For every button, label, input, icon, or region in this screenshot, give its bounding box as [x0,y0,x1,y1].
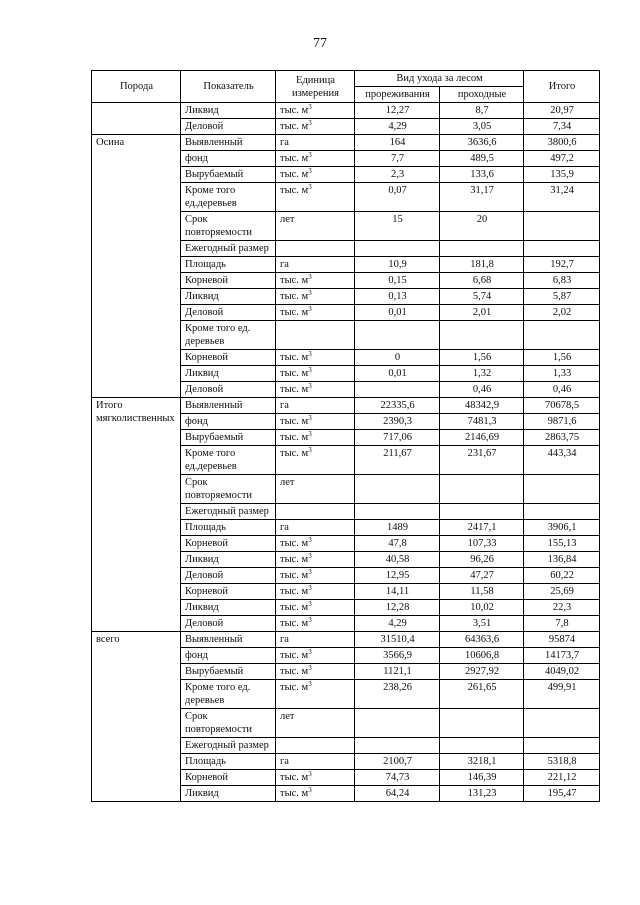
unit-exponent: 3 [308,770,312,778]
header-thinning: прореживания [355,87,440,103]
unit-text: га [280,634,289,645]
unit-cell [276,289,355,305]
indicator-cell: фонд [181,151,276,167]
passing-value-cell: 3636,6 [440,135,524,151]
unit-cell [276,536,355,552]
passing-value-cell: 6,68 [440,273,524,289]
thinning-value-cell: 74,73 [355,770,440,786]
thinning-value-cell: 31510,4 [355,632,440,648]
unit-text: тыс. м [280,368,309,379]
thinning-value-cell: 40,58 [355,552,440,568]
table-header [92,71,600,103]
indicator-cell: Ежегодный размер [181,241,276,257]
indicator-cell: Выявленный [181,632,276,648]
header-row [92,71,600,87]
thinning-value-cell: 15 [355,212,440,241]
passing-value-cell: 181,8 [440,257,524,273]
unit-text: тыс. м [280,650,309,661]
indicator-cell: фонд [181,414,276,430]
unit-exponent: 3 [308,183,312,191]
indicator-cell: Деловой [181,616,276,632]
unit-cell [276,520,355,536]
table-row [92,632,600,648]
unit-text: тыс. м [280,666,309,677]
unit-text: тыс. м [280,352,309,363]
header-indicator: Показатель [181,71,276,103]
passing-value-cell: 107,33 [440,536,524,552]
passing-value-cell: 48342,9 [440,398,524,414]
unit-exponent: 3 [308,536,312,544]
header-unit: Единица измерения [276,71,355,103]
unit-text: тыс. м [280,416,309,427]
unit-cell [276,305,355,321]
unit-cell [276,366,355,382]
total-value-cell: 1,56 [524,350,600,366]
unit-cell [276,241,355,257]
indicator-cell: Корневой [181,273,276,289]
thinning-value-cell: 1121,1 [355,664,440,680]
unit-cell [276,321,355,350]
thinning-value-cell: 164 [355,135,440,151]
thinning-value-cell [355,504,440,520]
unit-exponent: 3 [308,786,312,794]
total-value-cell: 6,83 [524,273,600,289]
thinning-value-cell: 0,07 [355,183,440,212]
indicator-cell: Ежегодный размер [181,738,276,754]
unit-text: тыс. м [280,185,309,196]
total-value-cell: 31,24 [524,183,600,212]
unit-exponent: 3 [308,289,312,297]
total-value-cell: 221,12 [524,770,600,786]
indicator-cell: Кроме того ед.деревьев [181,183,276,212]
total-value-cell: 20,97 [524,103,600,119]
indicator-cell: Ликвид [181,600,276,616]
total-value-cell [524,475,600,504]
thinning-value-cell: 2,3 [355,167,440,183]
total-value-cell: 95874 [524,632,600,648]
unit-cell [276,770,355,786]
unit-cell [276,167,355,183]
total-value-cell: 2863,75 [524,430,600,446]
unit-cell [276,648,355,664]
unit-cell [276,350,355,366]
header-total: Итого [524,71,600,103]
unit-text: тыс. м [280,384,309,395]
indicator-cell: Корневой [181,584,276,600]
table-row [92,103,600,119]
unit-cell [276,183,355,212]
passing-value-cell: 2417,1 [440,520,524,536]
unit-exponent: 3 [308,446,312,454]
thinning-value-cell: 12,27 [355,103,440,119]
unit-exponent: 3 [308,568,312,576]
thinning-value-cell [355,475,440,504]
passing-value-cell: 10606,8 [440,648,524,664]
unit-cell [276,212,355,241]
unit-cell [276,568,355,584]
unit-exponent: 3 [308,616,312,624]
unit-cell [276,398,355,414]
thinning-value-cell [355,709,440,738]
unit-cell [276,273,355,289]
unit-text: тыс. м [280,105,309,116]
passing-value-cell: 3218,1 [440,754,524,770]
total-value-cell [524,321,600,350]
passing-value-cell: 5,74 [440,289,524,305]
unit-cell [276,151,355,167]
indicator-cell: Площадь [181,520,276,536]
unit-text: га [280,522,289,533]
indicator-cell: Выявленный [181,135,276,151]
total-value-cell: 70678,5 [524,398,600,414]
indicator-cell: Корневой [181,536,276,552]
thinning-value-cell: 12,28 [355,600,440,616]
indicator-cell: Выявленный [181,398,276,414]
total-value-cell: 25,69 [524,584,600,600]
unit-text: га [280,137,289,148]
thinning-value-cell: 0,15 [355,273,440,289]
thinning-value-cell: 4,29 [355,616,440,632]
indicator-cell: Корневой [181,770,276,786]
unit-exponent: 3 [308,167,312,175]
thinning-value-cell: 3566,9 [355,648,440,664]
unit-text: тыс. м [280,618,309,629]
total-value-cell: 7,34 [524,119,600,135]
thinning-value-cell: 238,26 [355,680,440,709]
indicator-cell: Площадь [181,754,276,770]
total-value-cell: 22,3 [524,600,600,616]
unit-exponent: 3 [308,382,312,390]
thinning-value-cell: 2100,7 [355,754,440,770]
page-number: 77 [313,36,327,51]
species-cell [92,103,181,135]
unit-text: тыс. м [280,291,309,302]
unit-cell [276,584,355,600]
thinning-value-cell: 1489 [355,520,440,536]
total-value-cell [524,241,600,257]
passing-value-cell: 146,39 [440,770,524,786]
header-care-type: Вид ухода за лесом [355,71,524,87]
unit-text: га [280,259,289,270]
table-body [92,103,600,802]
thinning-value-cell: 7,7 [355,151,440,167]
passing-value-cell [440,709,524,738]
total-value-cell: 1,33 [524,366,600,382]
passing-value-cell: 47,27 [440,568,524,584]
unit-text: тыс. м [280,538,309,549]
total-value-cell: 135,9 [524,167,600,183]
thinning-value-cell: 0,13 [355,289,440,305]
unit-exponent: 3 [308,552,312,560]
thinning-value-cell [355,382,440,398]
unit-exponent: 3 [308,103,312,111]
thinning-value-cell: 0,01 [355,305,440,321]
indicator-cell: Вырубаемый [181,167,276,183]
indicator-cell: Вырубаемый [181,664,276,680]
total-value-cell: 497,2 [524,151,600,167]
indicator-cell: Ликвид [181,552,276,568]
thinning-value-cell: 0,01 [355,366,440,382]
total-value-cell: 195,47 [524,786,600,802]
total-value-cell: 7,8 [524,616,600,632]
passing-value-cell: 31,17 [440,183,524,212]
unit-text: тыс. м [280,772,309,783]
unit-text: лет [280,214,295,225]
passing-value-cell [440,738,524,754]
unit-cell [276,632,355,648]
unit-cell [276,552,355,568]
total-value-cell: 0,46 [524,382,600,398]
unit-exponent: 3 [308,305,312,313]
passing-value-cell [440,475,524,504]
passing-value-cell: 2,01 [440,305,524,321]
thinning-value-cell: 47,8 [355,536,440,552]
passing-value-cell: 131,23 [440,786,524,802]
header-species: Порода [92,71,181,103]
unit-cell [276,754,355,770]
unit-text: тыс. м [280,554,309,565]
unit-text: лет [280,711,295,722]
thinning-value-cell: 211,67 [355,446,440,475]
unit-text: тыс. м [280,307,309,318]
unit-exponent: 3 [308,648,312,656]
unit-exponent: 3 [308,664,312,672]
total-value-cell: 3906,1 [524,520,600,536]
unit-text: тыс. м [280,275,309,286]
unit-exponent: 3 [308,680,312,688]
passing-value-cell: 3,05 [440,119,524,135]
unit-cell [276,680,355,709]
unit-exponent: 3 [308,119,312,127]
passing-value-cell: 489,5 [440,151,524,167]
thinning-value-cell [355,321,440,350]
unit-cell [276,664,355,680]
unit-text: тыс. м [280,602,309,613]
thinning-value-cell [355,738,440,754]
total-value-cell: 192,7 [524,257,600,273]
unit-text: лет [280,477,295,488]
indicator-cell: Срок повторяемости [181,475,276,504]
passing-value-cell [440,504,524,520]
passing-value-cell: 0,46 [440,382,524,398]
unit-exponent: 3 [308,584,312,592]
indicator-cell: Кроме того ед. деревьев [181,680,276,709]
indicator-cell: Кроме того ед.деревьев [181,446,276,475]
indicator-cell: Ликвид [181,786,276,802]
unit-cell [276,382,355,398]
total-value-cell: 3800,6 [524,135,600,151]
species-cell: всего [92,632,181,802]
passing-value-cell: 133,6 [440,167,524,183]
unit-text: тыс. м [280,788,309,799]
thinning-value-cell [355,241,440,257]
species-cell: Итого мягколиственных [92,398,181,632]
unit-cell [276,414,355,430]
indicator-cell: Корневой [181,350,276,366]
passing-value-cell: 3,51 [440,616,524,632]
passing-value-cell: 231,67 [440,446,524,475]
unit-cell [276,504,355,520]
passing-value-cell: 8,7 [440,103,524,119]
indicator-cell: Ликвид [181,289,276,305]
unit-text: га [280,400,289,411]
total-value-cell: 5318,8 [524,754,600,770]
total-value-cell: 2,02 [524,305,600,321]
forest-care-table [91,70,600,802]
total-value-cell: 5,87 [524,289,600,305]
passing-value-cell: 2927,92 [440,664,524,680]
unit-cell [276,446,355,475]
passing-value-cell: 1,56 [440,350,524,366]
passing-value-cell: 20 [440,212,524,241]
passing-value-cell: 1,32 [440,366,524,382]
unit-text: тыс. м [280,169,309,180]
indicator-cell: Вырубаемый [181,430,276,446]
table-row [92,398,600,414]
indicator-cell: Ликвид [181,103,276,119]
unit-cell [276,430,355,446]
thinning-value-cell: 22335,6 [355,398,440,414]
indicator-cell: Деловой [181,568,276,584]
passing-value-cell: 7481,3 [440,414,524,430]
unit-cell [276,738,355,754]
unit-text: тыс. м [280,432,309,443]
indicator-cell: Срок повторяемости [181,212,276,241]
species-cell: Осина [92,135,181,398]
passing-value-cell: 2146,69 [440,430,524,446]
passing-value-cell: 96,26 [440,552,524,568]
total-value-cell: 9871,6 [524,414,600,430]
unit-cell [276,103,355,119]
unit-exponent: 3 [308,151,312,159]
unit-text: га [280,756,289,767]
thinning-value-cell: 4,29 [355,119,440,135]
total-value-cell [524,504,600,520]
table-row [92,135,600,151]
unit-cell [276,616,355,632]
unit-text: тыс. м [280,570,309,581]
passing-value-cell [440,321,524,350]
unit-cell [276,119,355,135]
thinning-value-cell: 0 [355,350,440,366]
passing-value-cell: 64363,6 [440,632,524,648]
unit-cell [276,600,355,616]
unit-cell [276,709,355,738]
unit-text: тыс. м [280,153,309,164]
indicator-cell: Деловой [181,305,276,321]
unit-text: тыс. м [280,682,309,693]
unit-exponent: 3 [308,600,312,608]
thinning-value-cell: 64,24 [355,786,440,802]
passing-value-cell: 261,65 [440,680,524,709]
thinning-value-cell: 717,06 [355,430,440,446]
unit-exponent: 3 [308,414,312,422]
thinning-value-cell: 2390,3 [355,414,440,430]
passing-value-cell: 10,02 [440,600,524,616]
total-value-cell: 499,91 [524,680,600,709]
unit-exponent: 3 [308,430,312,438]
unit-cell [276,257,355,273]
total-value-cell [524,709,600,738]
passing-value-cell: 11,58 [440,584,524,600]
total-value-cell [524,738,600,754]
total-value-cell: 4049,02 [524,664,600,680]
thinning-value-cell: 14,11 [355,584,440,600]
unit-cell [276,135,355,151]
unit-exponent: 3 [308,350,312,358]
unit-cell [276,786,355,802]
unit-cell [276,475,355,504]
indicator-cell: Деловой [181,119,276,135]
passing-value-cell [440,241,524,257]
indicator-cell: Срок повторяемости [181,709,276,738]
total-value-cell: 443,34 [524,446,600,475]
total-value-cell: 155,13 [524,536,600,552]
indicator-cell: Ликвид [181,366,276,382]
total-value-cell: 136,84 [524,552,600,568]
total-value-cell: 14173,7 [524,648,600,664]
total-value-cell [524,212,600,241]
thinning-value-cell: 12,95 [355,568,440,584]
total-value-cell: 60,22 [524,568,600,584]
unit-exponent: 3 [308,366,312,374]
indicator-cell: Кроме того ед. деревьев [181,321,276,350]
header-passing: проходные [440,87,524,103]
unit-text: тыс. м [280,586,309,597]
indicator-cell: Деловой [181,382,276,398]
unit-text: тыс. м [280,121,309,132]
thinning-value-cell: 10,9 [355,257,440,273]
unit-exponent: 3 [308,273,312,281]
unit-text: тыс. м [280,448,309,459]
indicator-cell: Площадь [181,257,276,273]
indicator-cell: фонд [181,648,276,664]
indicator-cell: Ежегодный размер [181,504,276,520]
